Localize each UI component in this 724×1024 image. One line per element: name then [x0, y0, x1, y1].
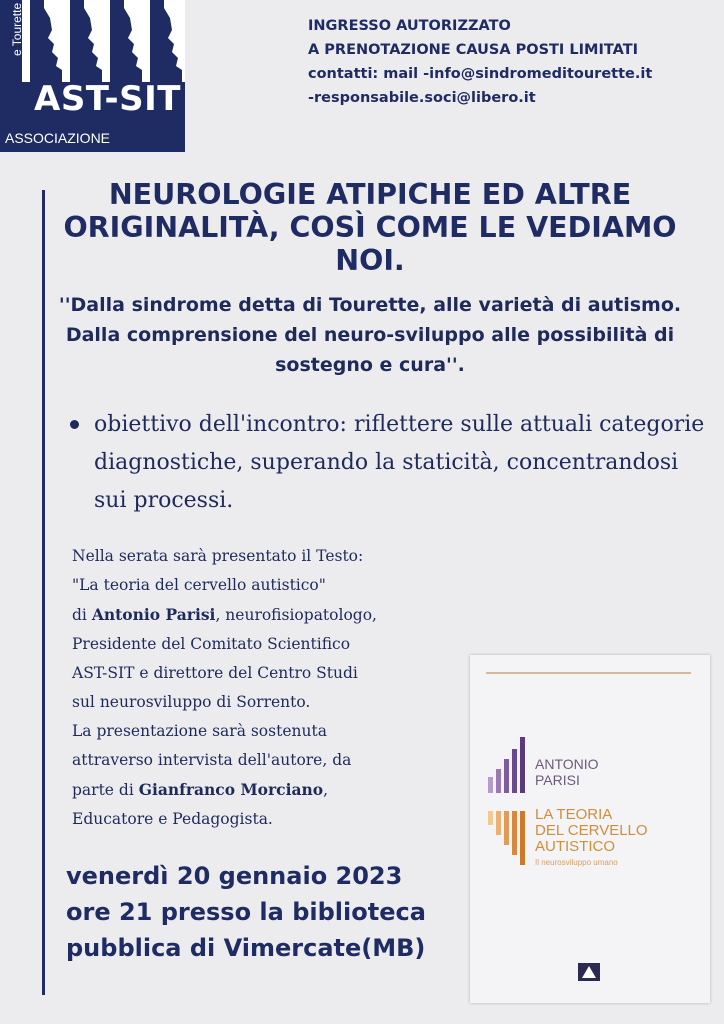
objective-bullet	[70, 406, 710, 520]
book-cover	[470, 655, 710, 1003]
book-title-line: DEL CERVELLO	[535, 822, 648, 839]
page-title: NEUROLOGIE ATIPICHE ED ALTRE ORIGINALITÀ, COSÌ COME LE VEDIAMO NOI.	[63, 178, 677, 277]
header-info	[308, 14, 652, 110]
association-logo	[0, 0, 185, 152]
event-subtitle: ''Dalla sindrome detta di Tourette, alle varietà di autismo. Dalla comprensione del neuro-sviluppo alle possibilità di sostegno e cura''.	[58, 294, 682, 376]
header-contact-mail: contatti: mail -info@sindromeditourette.it	[308, 66, 653, 82]
body-span: di	[72, 606, 92, 624]
date-line: ore 21 presso la biblioteca	[66, 898, 426, 926]
bar-graphic-icon	[488, 735, 532, 875]
body-span: ,	[323, 781, 329, 799]
vertical-divider	[42, 190, 45, 995]
body-line: La presentazione sarà sostenuta	[72, 722, 327, 740]
objective-text: obiettivo dell'incontro: riflettere sulle attuali categorie diagnostiche, superando la staticità, concentrandosi sui processi.	[94, 412, 705, 513]
body-span: parte di	[72, 781, 139, 799]
book-title-line: LA TEORIA	[535, 806, 613, 823]
logo-subtitle: ASSOCIAZIONE	[5, 130, 111, 146]
body-line	[72, 775, 452, 805]
faces-silhouette-icon	[0, 0, 185, 82]
interviewer-name: Gianfranco Morciano	[138, 780, 324, 799]
body-line: Presidente del Comitato Scientifico	[72, 635, 351, 653]
logo-vertical-text: e Tourette	[10, 2, 24, 56]
date-line: venerdì 20 gennaio 2023	[66, 862, 403, 890]
header-contact-mail: -responsabile.soci@libero.it	[308, 90, 536, 106]
book-title	[535, 807, 648, 855]
cover-rule	[486, 672, 691, 674]
body-line: Nella serata sarà presentato il Testo:	[72, 547, 364, 565]
book-author	[535, 756, 599, 788]
event-date	[66, 858, 426, 966]
body-line: "La teoria del cervello autistico"	[72, 576, 326, 594]
logo-name: AST-SIT	[34, 79, 181, 119]
body-line: sul neurosviluppo di Sorrento.	[72, 693, 311, 711]
body-span: , neurofisiopatologo,	[215, 606, 377, 624]
author-first: ANTONIO	[535, 756, 599, 772]
presentation-text	[72, 542, 452, 834]
book-title-line: AUTISTICO	[535, 838, 616, 855]
publisher-logo-icon	[578, 963, 600, 981]
header-line: INGRESSO AUTORIZZATO	[308, 18, 511, 34]
header-line: A PRENOTAZIONE CAUSA POSTI LIMITATI	[308, 42, 638, 58]
author-name: Antonio Parisi	[91, 605, 216, 624]
body-line: attraverso intervista dell'autore, da	[72, 751, 352, 769]
body-line: AST-SIT e direttore del Centro Studi	[72, 664, 358, 682]
body-line: Educatore e Pedagogista.	[72, 810, 273, 828]
bullet-icon	[70, 420, 79, 429]
body-line	[72, 600, 452, 630]
date-line: pubblica di Vimercate(MB)	[66, 934, 426, 962]
book-subtitle: Il neurosviluppo umano	[535, 858, 618, 867]
author-last: PARISI	[535, 772, 580, 788]
